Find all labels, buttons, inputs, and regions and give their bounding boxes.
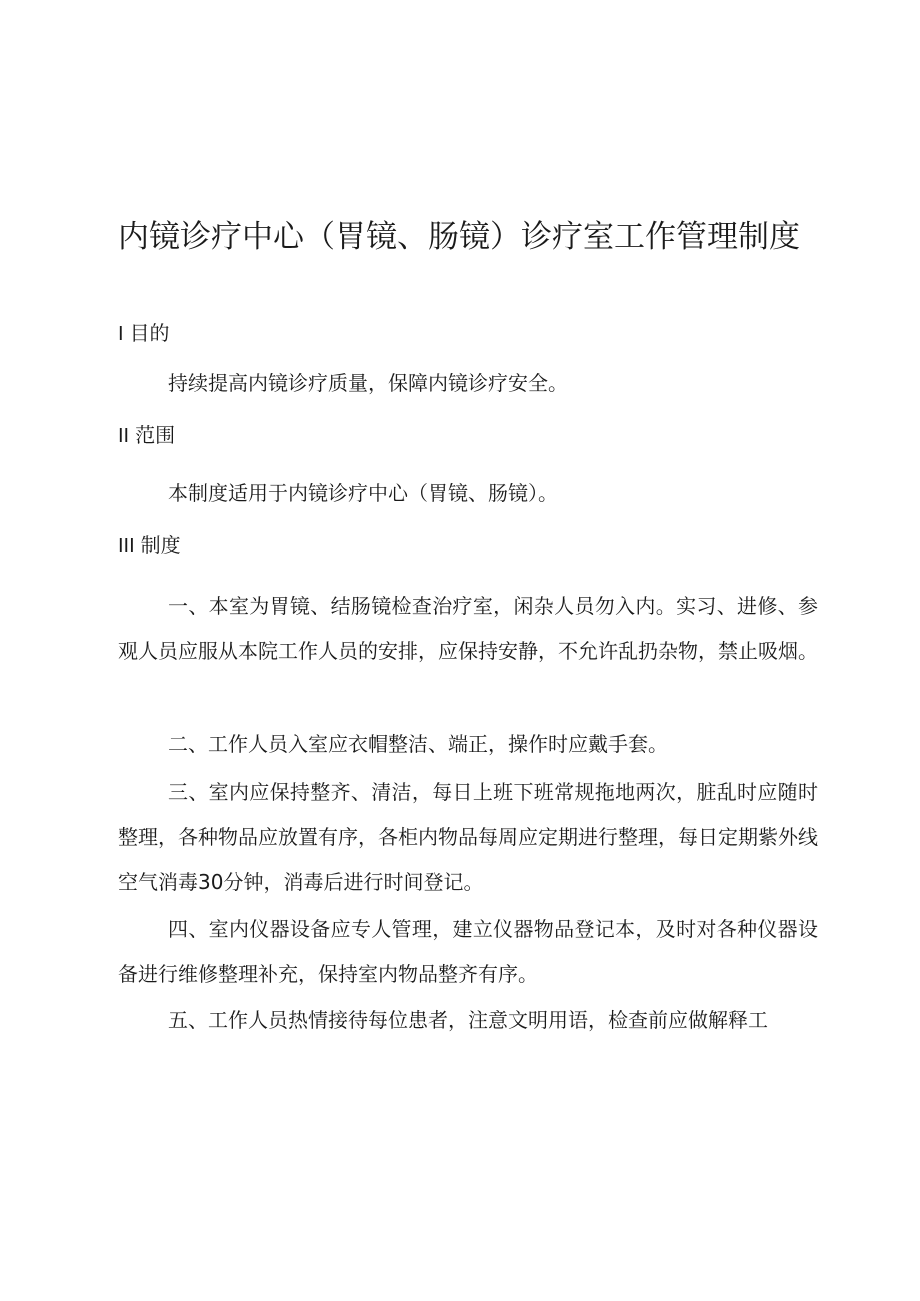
- scope-text: 本制度适用于内镜诊疗中心（胃镜、肠镜）。: [168, 481, 558, 505]
- document-title: 内镜诊疗中心（胃镜、肠镜）诊疗室工作管理制度: [118, 219, 800, 255]
- purpose-text: 持续提高内镜诊疗质量，保障内镜诊疗安全。: [168, 371, 568, 395]
- rule-paragraph-1: 一、本室为胃镜、结肠镜检查治疗室，闲杂人员勿入内。实习、进修、参观人员应服从本院工作人员的安排，应保持安静，不允许乱扔杂物，禁止吸烟。: [118, 594, 818, 663]
- rule-paragraph-3: 三、室内应保持整齐、清洁，每日上班下班常规拖地两次，脏乱时应随时整理，各种物品应放置有序，各柜内物品每周应定期进行整理，每日定期紫外线空气消毒30分钟，消毒后进行时间登记。: [118, 780, 818, 894]
- rule-paragraph-4: 四、室内仪器设备应专人管理，建立仪器物品登记本，及时对各种仪器设备进行维修整理补充，保持室内物品整齐有序。: [118, 917, 818, 986]
- rule-paragraph-5: 五、工作人员热情接待每位患者，注意文明用语，检查前应做解释工: [168, 1008, 768, 1032]
- section-heading-scope: [118, 420, 175, 451]
- section-heading-purpose: [118, 318, 170, 349]
- section-heading-label: 目的: [129, 321, 170, 345]
- rule-paragraph-2: 二、工作人员入室应衣帽整洁、端正，操作时应戴手套。: [168, 732, 668, 756]
- section-numeral: III: [118, 535, 135, 557]
- section-heading-label: 范围: [135, 423, 176, 447]
- section-numeral: I: [118, 323, 124, 345]
- section-heading-label: 制度: [140, 533, 181, 557]
- section-numeral: II: [118, 425, 130, 447]
- section-heading-rules: [118, 530, 181, 561]
